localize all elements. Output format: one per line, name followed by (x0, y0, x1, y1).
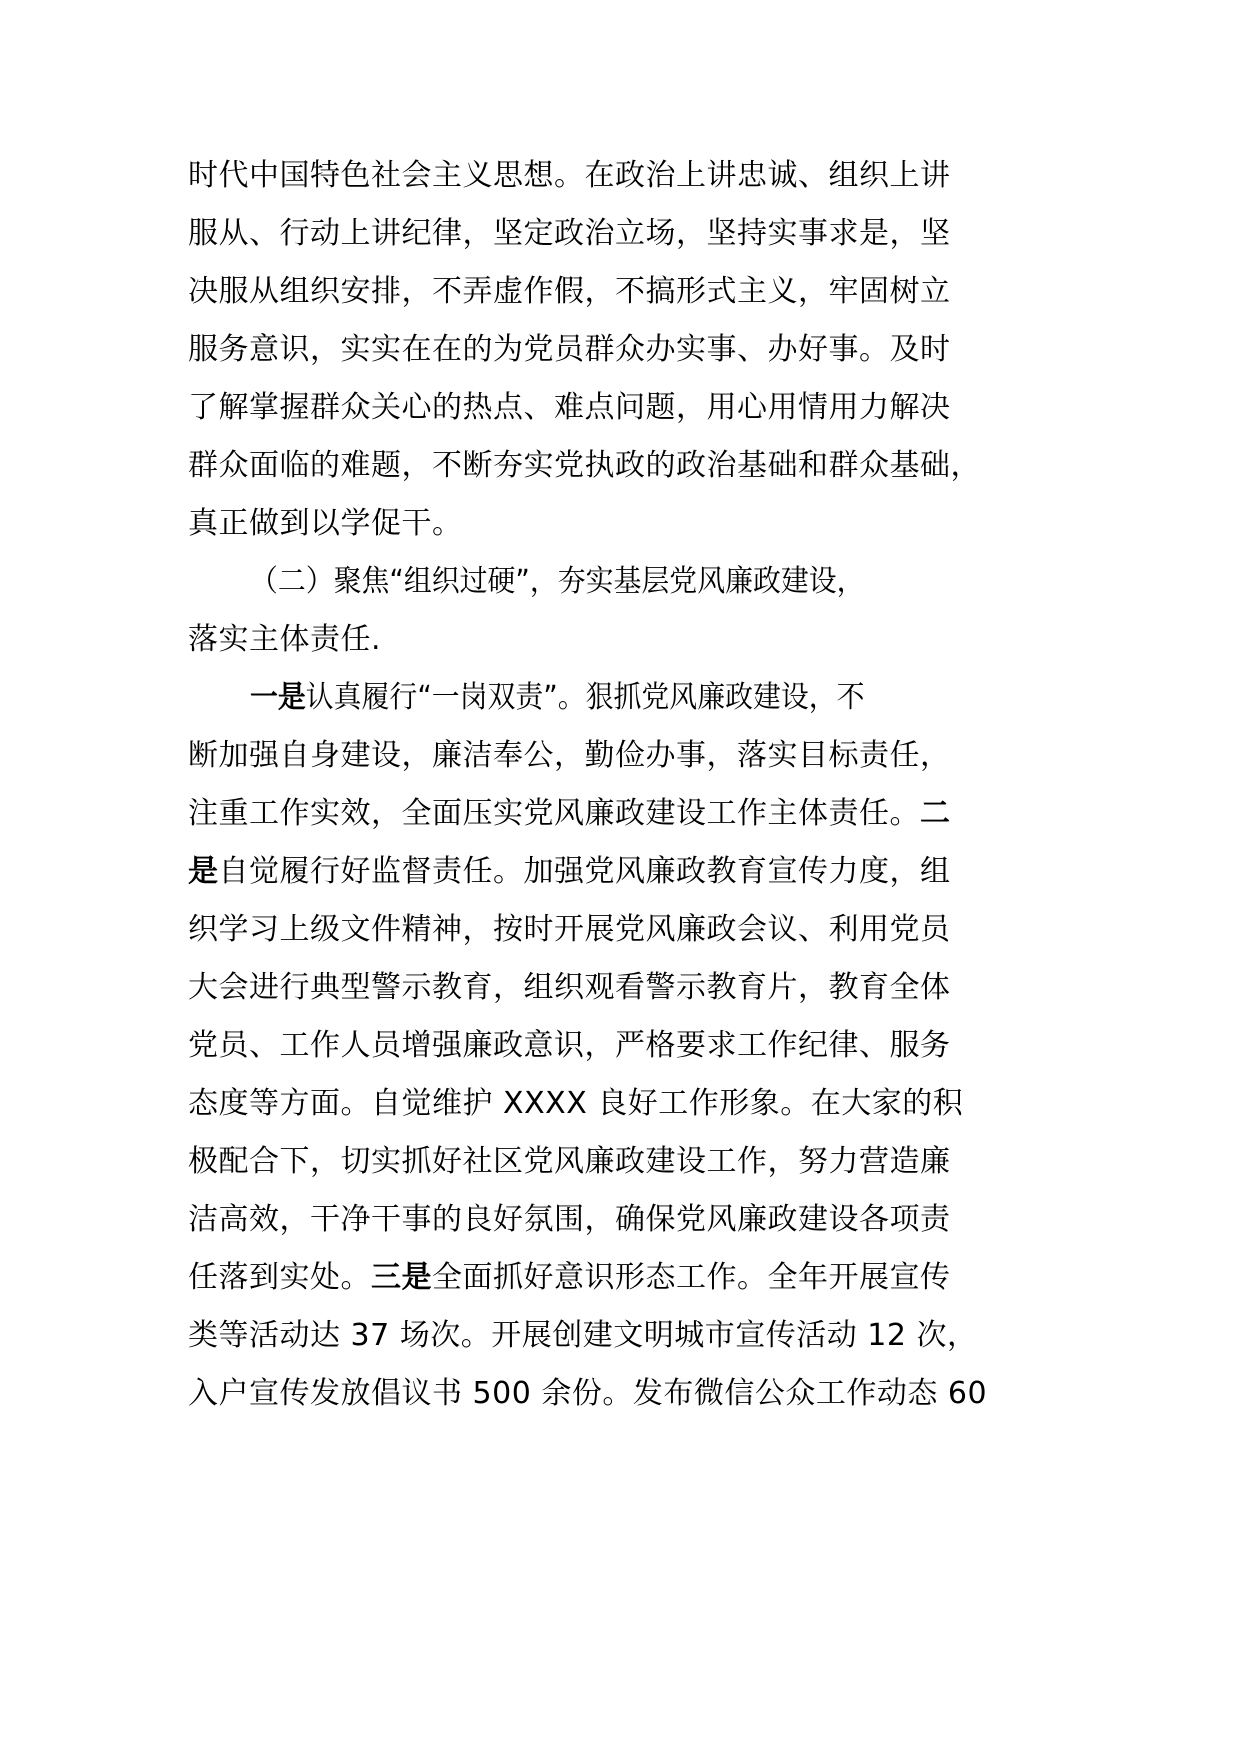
text-line: 一是认真履行“一岗双责”。狠抓党风廉政建设，不 (250, 680, 865, 715)
text-line: 真正做到以学促干。 (188, 506, 463, 541)
text-line: 落实主体责任. (188, 622, 382, 657)
text-line: 时代中国特色社会主义思想。在政治上讲忠诚、组织上讲 (188, 158, 951, 193)
text-line: 服从、行动上讲纪律，坚定政治立场，坚持实事求是，坚 (188, 216, 951, 251)
text-line: 了解掌握群众关心的热点、难点问题，用心用情用力解决 (188, 390, 951, 425)
text-line: 断加强自身建设，廉洁奉公，勤俭办事，落实目标责任， (188, 738, 951, 773)
text-line: 洁高效，干净干事的良好氛围，确保党风廉政建设各项责 (188, 1202, 951, 1237)
text-line: 群众面临的难题，不断夯实党执政的政治基础和群众基础， (188, 448, 981, 483)
text-line: 任落到实处。三是全面抓好意识形态工作。全年开展宣传 (188, 1260, 951, 1295)
text-line: 极配合下，切实抓好社区党风廉政建设工作，努力营造廉 (188, 1144, 951, 1179)
section-heading: （二）聚焦“组织过硬”，夯实基层党风廉政建设， (250, 564, 865, 599)
text-line: 是自觉履行好监督责任。加强党风廉政教育宣传力度，组 (188, 854, 951, 889)
text-line: 注重工作实效，全面压实党风廉政建设工作主体责任。二 (188, 796, 951, 831)
text-line: 党员、工作人员增强廉政意识，严格要求工作纪律、服务 (188, 1028, 951, 1063)
text-line: 织学习上级文件精神，按时开展党风廉政会议、利用党员 (188, 912, 951, 947)
text-line: 态度等方面。自觉维护 XXXX 良好工作形象。在大家的积 (188, 1086, 964, 1121)
text-line: 类等活动达 37 场次。开展创建文明城市宣传活动 12 次， (188, 1318, 978, 1353)
text-line: 服务意识，实实在在的为党员群众办实事、办好事。及时 (188, 332, 951, 367)
text-line: 决服从组织安排，不弄虚作假，不搞形式主义，牢固树立 (188, 274, 951, 309)
text-line: 入户宣传发放倡议书 500 余份。发布微信公众工作动态 60 (188, 1376, 988, 1411)
text-line: 大会进行典型警示教育，组织观看警示教育片，教育全体 (188, 970, 951, 1005)
